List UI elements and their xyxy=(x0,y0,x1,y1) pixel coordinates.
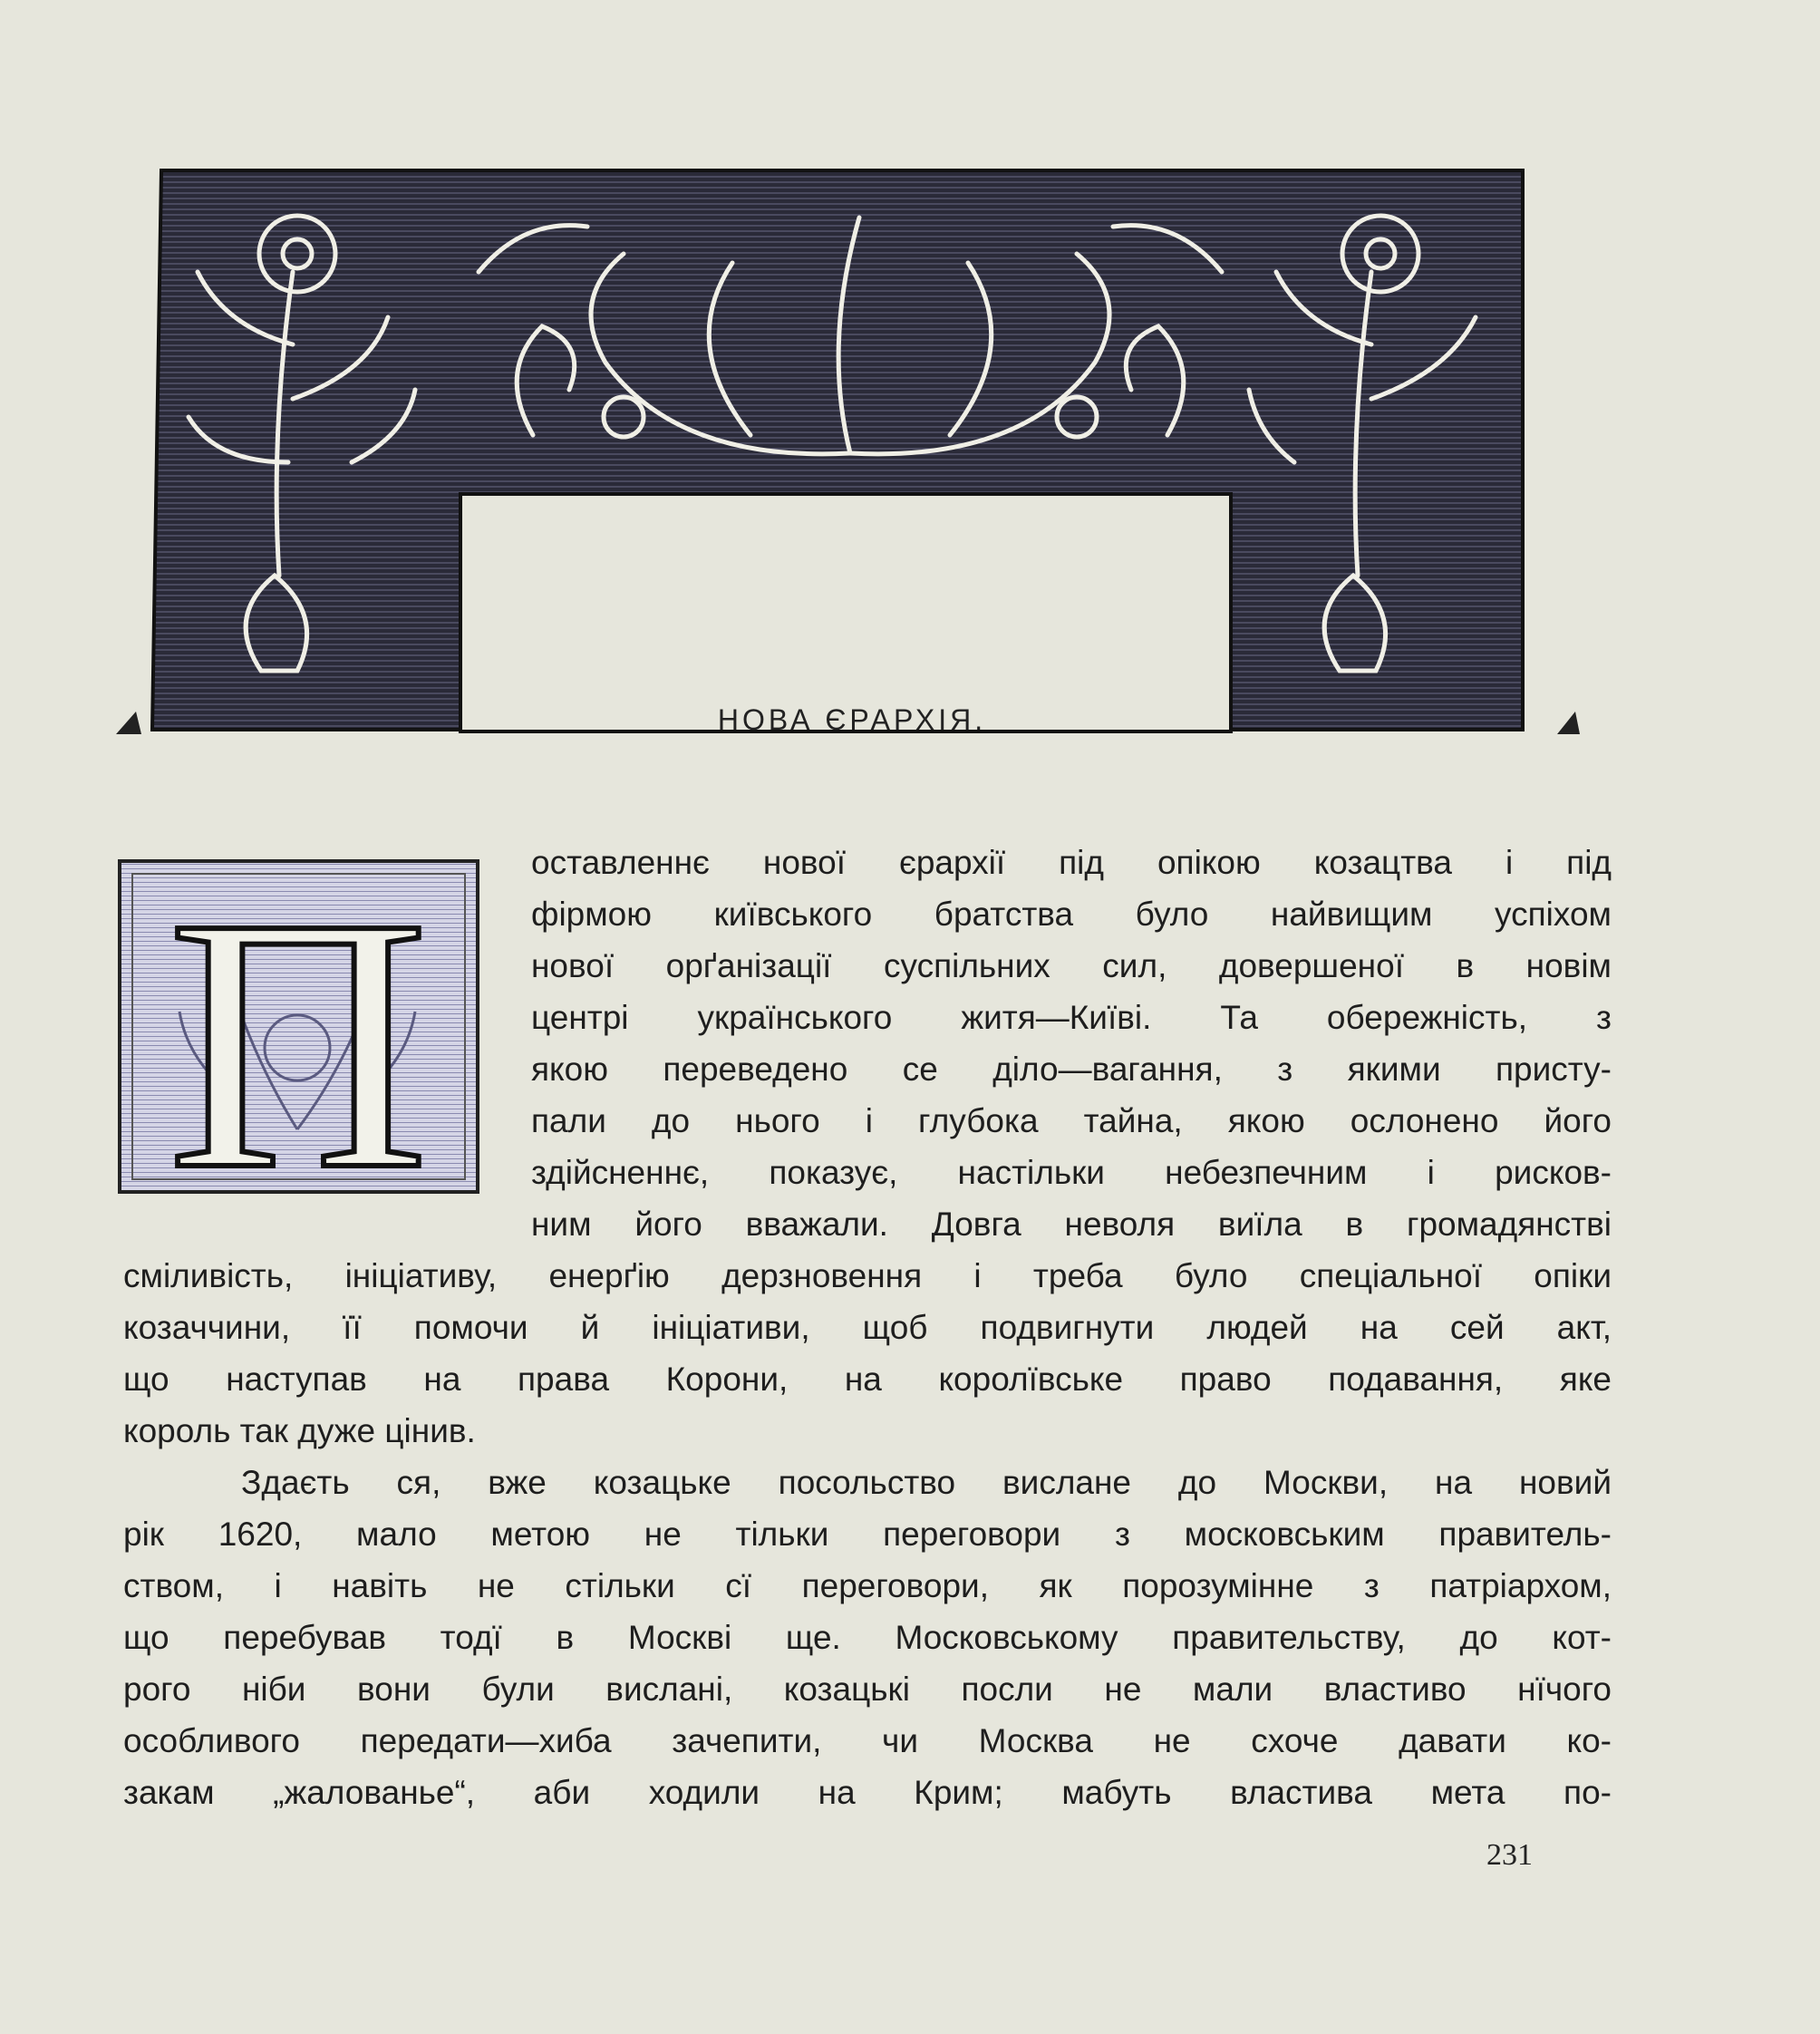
text-line: що наступав на права Корони, на королївське право подавання, яке xyxy=(123,1361,1612,1398)
text-line: що перебував тодї в Москві ще. Московському правительству, до кот- xyxy=(123,1619,1612,1656)
text-line: центрі українського житя—Київі. Та обережність, з xyxy=(531,999,1612,1036)
text-line: король так дуже цінив. xyxy=(123,1412,476,1449)
text-line: рого ніби вони були вислані, козацькі посли не мали властиво нїчого xyxy=(123,1671,1612,1708)
text-line: закам „жалованье“, аби ходили на Крим; мабуть властива мета по- xyxy=(123,1774,1612,1811)
text-line: рік 1620, мало метою не тільки переговори з московським правитель- xyxy=(123,1516,1612,1553)
ornamental-headpiece xyxy=(116,163,1580,743)
text-line: пали до нього і глубока тайна, якою ослонено його xyxy=(531,1102,1612,1139)
text-line: фірмою київського братства було найвищим успіхом xyxy=(531,896,1612,933)
text-line: козаччини, її помочи й ініціативи, щоб подвигнути людей на сей акт, xyxy=(123,1309,1612,1346)
text-line: ством, і навіть не стільки сї переговори, як порозумінне з патріархом, xyxy=(123,1567,1612,1604)
text-line: нової орґанізації суспільних сил, довершеної в новім xyxy=(531,947,1612,984)
text-line: Здаєть ся, вже козацьке посольство вислане до Москви, на новий xyxy=(241,1464,1612,1501)
drop-cap-letter: П xyxy=(167,857,430,1196)
page-number: 231 xyxy=(1486,1838,1533,1872)
text-line: здійсненнє, показує, настільки небезпечним і рисков- xyxy=(531,1154,1612,1191)
chapter-title: НОВА ЄРАРХІЯ. xyxy=(717,703,987,736)
text-line: особливого передати—хиба зачепити, чи Москва не схоче давати ко- xyxy=(123,1722,1612,1759)
text-line: якою переведено се діло—вагання, з якими присту- xyxy=(531,1051,1612,1088)
text-line: ним його вважали. Довга неволя виїла в громадянстві xyxy=(531,1206,1612,1243)
text-line: сміливість, ініціативу, енерґію дерзновення і треба було спеціальної опіки xyxy=(123,1257,1612,1294)
drop-cap-ornament xyxy=(116,857,481,1196)
text-line: оставленнє нової єрархії під опікою козацтва і під xyxy=(531,844,1612,881)
